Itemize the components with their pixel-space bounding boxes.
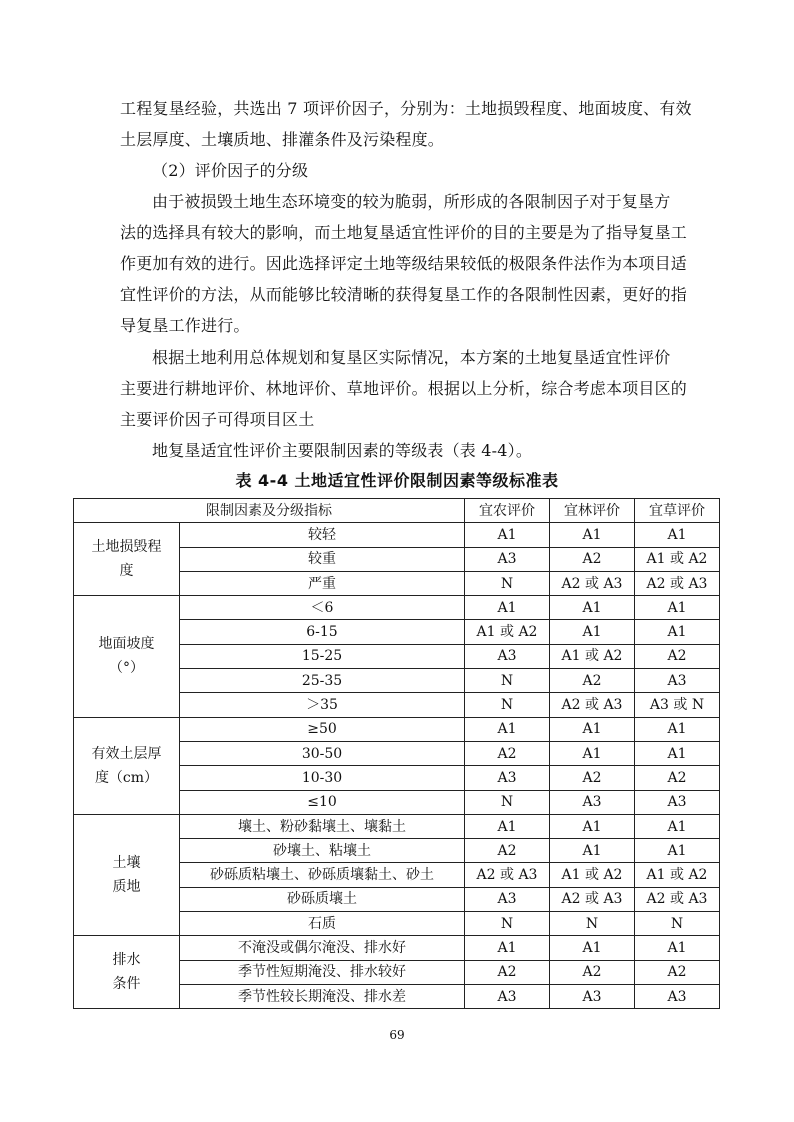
indicator-cell: 较重 <box>180 547 465 571</box>
table-row <box>74 717 720 741</box>
text-line: 作更加有效的进行。因此选择评定土地等级结果较低的极限条件法作为本项目适 <box>120 254 688 273</box>
value-cell: A2 <box>635 644 720 668</box>
value-cell: A1 <box>465 936 550 960</box>
category-cell <box>74 814 180 935</box>
text-line: 主要进行耕地评价、林地评价、草地评价。根据以上分析，综合考虑本项目区的 <box>120 379 688 398</box>
value-cell: A1 <box>465 523 550 547</box>
value-cell: A1 <box>550 839 635 863</box>
paragraph-3 <box>120 186 690 341</box>
text-line: 土层厚度、土壤质地、排灌条件及污染程度。 <box>120 130 445 149</box>
indicator-cell: 10-30 <box>180 766 465 790</box>
indicator-cell: 不淹没或偶尔淹没、排水好 <box>180 936 465 960</box>
indicator-cell: 6-15 <box>180 620 465 644</box>
value-cell: A2 或 A3 <box>465 863 550 887</box>
indicator-cell: 30-50 <box>180 741 465 765</box>
value-cell: A3 或 N <box>635 693 720 717</box>
paragraph-1 <box>120 93 690 155</box>
text-line: 工程复垦经验，共选出 7 项评价因子，分别为：土地损毁程度、地面坡度、有效 <box>120 99 692 118</box>
value-cell: A1 <box>465 717 550 741</box>
text-line: 导复垦工作进行。 <box>120 316 250 335</box>
indicator-cell: 砂砾质壤土 <box>180 887 465 911</box>
value-cell: A2 或 A3 <box>635 887 720 911</box>
indicator-cell: ＞35 <box>180 693 465 717</box>
text-line: 地复垦适宜性评价主要限制因素的等级表（表 4-4）。 <box>152 441 533 460</box>
value-cell: A1 <box>550 596 635 620</box>
value-cell: A1 或 A2 <box>550 644 635 668</box>
value-cell: A1 <box>550 523 635 547</box>
value-cell: A1 <box>635 839 720 863</box>
indicator-cell: 25-35 <box>180 669 465 693</box>
category-label: 度 <box>119 563 134 580</box>
value-cell: N <box>635 912 720 936</box>
header-cell: 宜草评价 <box>635 499 720 523</box>
category-label: （°） <box>109 660 144 677</box>
value-cell: A3 <box>465 644 550 668</box>
text-line: 由于被损毁土地生态环境变的较为脆弱，所形成的各限制因子对于复垦方 <box>152 192 671 211</box>
value-cell: A2 <box>550 669 635 693</box>
table-row <box>74 814 720 838</box>
category-label: 度（cm） <box>94 769 159 786</box>
value-cell: A3 <box>635 669 720 693</box>
category-cell <box>74 596 180 717</box>
category-label: 排水 <box>112 952 141 969</box>
value-cell: A3 <box>635 790 720 814</box>
category-label: 条件 <box>112 976 141 993</box>
value-cell: A3 <box>635 984 720 1008</box>
table-caption: 表 4-4 土地适宜性评价限制因素等级标准表 <box>235 471 559 490</box>
value-cell: N <box>465 912 550 936</box>
indicator-cell: 砂壤土、粘壤土 <box>180 839 465 863</box>
value-cell: A1 <box>635 596 720 620</box>
category-label: 有效土层厚 <box>91 745 162 762</box>
value-cell: A1 或 A2 <box>635 863 720 887</box>
value-cell: A2 <box>465 741 550 765</box>
value-cell: A2 <box>550 960 635 984</box>
value-cell: A1 <box>635 523 720 547</box>
value-cell: A3 <box>465 887 550 911</box>
indicator-cell: 石质 <box>180 912 465 936</box>
value-cell: A3 <box>465 547 550 571</box>
indicator-cell: ＜6 <box>180 596 465 620</box>
category-label: 质地 <box>112 879 141 896</box>
value-cell: A1 <box>550 936 635 960</box>
value-cell: A1 <box>635 620 720 644</box>
value-cell: A1 <box>635 814 720 838</box>
value-cell: A1 <box>465 814 550 838</box>
value-cell: A1 <box>635 717 720 741</box>
value-cell: N <box>465 790 550 814</box>
indicator-cell: ≥50 <box>180 717 465 741</box>
paragraph-4 <box>120 342 690 435</box>
table-row <box>74 936 720 960</box>
value-cell: N <box>465 571 550 595</box>
table-header-row <box>74 499 720 523</box>
value-cell: N <box>465 693 550 717</box>
value-cell: A2 或 A3 <box>635 571 720 595</box>
text-line: 根据土地利用总体规划和复垦区实际情况，本方案的土地复垦适宜性评价 <box>152 348 671 367</box>
value-cell: N <box>465 669 550 693</box>
text-line: 法的选择具有较大的影响，而土地复垦适宜性评价的目的主要是为了指导复垦工 <box>120 223 688 242</box>
category-label: 土壤 <box>112 855 141 872</box>
value-cell: A2 或 A3 <box>550 571 635 595</box>
indicator-cell: 较轻 <box>180 523 465 547</box>
category-cell <box>74 717 180 814</box>
value-cell: A3 <box>550 984 635 1008</box>
value-cell: A2 <box>550 547 635 571</box>
value-cell: A2 <box>635 960 720 984</box>
value-cell: A1 <box>465 596 550 620</box>
value-cell: A1 <box>550 741 635 765</box>
category-label: 地面坡度 <box>98 636 155 653</box>
value-cell: A3 <box>550 790 635 814</box>
value-cell: A1 或 A2 <box>465 620 550 644</box>
text-line: 宜性评价的方法，从而能够比较清晰的获得复垦工作的各限制性因素，更好的指 <box>120 285 688 304</box>
value-cell: A2 <box>550 766 635 790</box>
category-cell <box>74 936 180 1009</box>
header-cell: 宜农评价 <box>465 499 550 523</box>
heading-text: （2）评价因子的分级 <box>152 161 309 180</box>
table-row <box>74 596 720 620</box>
value-cell: A3 <box>465 766 550 790</box>
value-cell: A1 或 A2 <box>550 863 635 887</box>
value-cell: A2 <box>635 766 720 790</box>
value-cell: A1 <box>635 741 720 765</box>
subsection-heading <box>120 155 690 186</box>
indicator-cell: 砂砾质粘壤土、砂砾质壤黏土、砂土 <box>180 863 465 887</box>
value-cell: A1 或 A2 <box>635 547 720 571</box>
indicator-cell: 15-25 <box>180 644 465 668</box>
value-cell: A3 <box>465 984 550 1008</box>
value-cell: A2 <box>465 839 550 863</box>
indicator-cell: ≤10 <box>180 790 465 814</box>
value-cell: A1 <box>550 814 635 838</box>
category-label: 土地损毁程 <box>91 539 162 556</box>
paragraph-5 <box>120 435 690 466</box>
header-cell: 限制因素及分级指标 <box>74 499 465 523</box>
page-number: 69 <box>389 1028 405 1042</box>
indicator-cell: 季节性短期淹没、排水较好 <box>180 960 465 984</box>
indicator-cell: 季节性较长期淹没、排水差 <box>180 984 465 1008</box>
value-cell: A2 或 A3 <box>550 887 635 911</box>
value-cell: A1 <box>635 936 720 960</box>
indicator-cell: 壤土、粉砂黏壤土、壤黏土 <box>180 814 465 838</box>
category-cell <box>74 523 180 596</box>
value-cell: A1 <box>550 717 635 741</box>
limiting-factors-table <box>73 498 720 1009</box>
value-cell: A1 <box>550 620 635 644</box>
table-row <box>74 523 720 547</box>
header-cell: 宜林评价 <box>550 499 635 523</box>
value-cell: A2 <box>465 960 550 984</box>
indicator-cell: 严重 <box>180 571 465 595</box>
text-line: 主要评价因子可得项目区土 <box>120 410 315 429</box>
value-cell: N <box>550 912 635 936</box>
value-cell: A2 或 A3 <box>550 693 635 717</box>
